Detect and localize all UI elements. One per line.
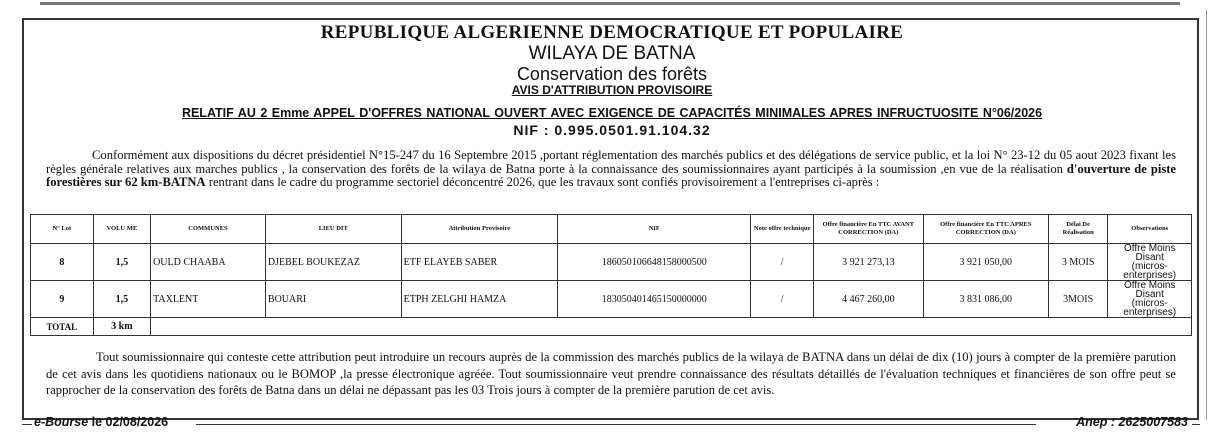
header-communes: COMMUNES xyxy=(151,215,266,244)
anep-number: Anep : 2625007583 xyxy=(1076,415,1188,429)
intro-paragraph xyxy=(46,149,1176,190)
footer-source xyxy=(34,415,168,429)
cell-volume: 1,5 xyxy=(93,281,150,318)
total-row xyxy=(31,318,1192,336)
nif-number: NIF : 0.995.0501.91.104.32 xyxy=(513,122,711,138)
cell-attribution: ETPH ZELGHI HAMZA xyxy=(401,281,558,318)
footer-rule-left xyxy=(22,424,32,425)
obs-line-1: Offre Moins Disant xyxy=(1123,280,1176,300)
header-attribution: Attribution Provisoire xyxy=(401,215,558,244)
total-label: TOTAL xyxy=(31,318,94,336)
cell-nif: 186050106648158000500 xyxy=(558,244,751,281)
cell-lot: 9 xyxy=(31,281,94,318)
intro-project: d'ouverture de piste forestières sur 62 km-BATNA xyxy=(46,161,1177,190)
cell-delay: 3MOIS xyxy=(1048,281,1108,318)
footer-rule-middle xyxy=(196,424,1036,425)
cell-lot: 8 xyxy=(31,244,94,281)
cell-nif: 183050401465150000000 xyxy=(558,281,751,318)
cell-offer-after: 3 831 086,00 xyxy=(923,281,1048,318)
header-offer-before: Offre financière En TTC AVANT CORRECTION (DA) xyxy=(814,215,924,244)
cell-offer-before: 4 467 260,00 xyxy=(814,281,924,318)
cell-note: / xyxy=(751,244,814,281)
attribution-table xyxy=(30,214,1192,336)
cell-lieu: DJEBEL BOUKEZAZ xyxy=(265,244,401,281)
obs-line-2: (micros-enterprises) xyxy=(1123,261,1177,281)
footer-rule-right xyxy=(1192,424,1200,425)
cell-offer-before: 3 921 273,13 xyxy=(814,244,924,281)
header-nif: NIF xyxy=(558,215,751,244)
obs-line-1: Offre Moins Disant xyxy=(1123,243,1176,263)
header-lieu: LIEU DIT xyxy=(265,215,401,244)
republic-title: REPUBLIQUE ALGERIENNE DEMOCRATIQUE ET POPULAIRE xyxy=(320,22,904,43)
cell-attribution: ETF ELAYEB SABER xyxy=(401,244,558,281)
header-offer-after: Offre financière En TTC APRES CORRECTION (DA) xyxy=(923,215,1048,244)
conservation-title: Conservation des forêts xyxy=(516,64,708,84)
cell-offer-after: 3 921 050,00 xyxy=(923,244,1048,281)
cell-commune: TAXLENT xyxy=(151,281,266,318)
header-delay: Délai De Réalisation xyxy=(1048,215,1108,244)
cell-commune: OULD CHAABA xyxy=(151,244,266,281)
cell-volume: 1,5 xyxy=(93,244,150,281)
top-border-line xyxy=(40,2,1180,5)
total-value: 3 km xyxy=(93,318,150,336)
table-row xyxy=(31,244,1192,281)
cell-observations xyxy=(1108,244,1192,281)
intro-text-2: rentrant dans le cadre du programme sectoriel déconcentré 2026, que les travaux sont confiés provisoirement a l'entreprises ci-après : xyxy=(205,175,880,190)
closing-paragraph: Tout soumissionnaire qui conteste cette attribution peut introduire un recours auprès de la commission des marchés publics de la wilaya de BATNA dans un délai de dix (10) jours à compter de la première parution de cet avis dans les quotidiens nationaux ou le BOMOP ,la presse électronique agréée. Tout soumissionnaire veut prendre connaissance des résultats détaillés de l'évaluation techniques et financières de son offre peut se rapprocher de la conservation des forêts de Batna dans un délai ne dépassant pas les 03 Trois jours à compter de la première parution de cet avis. xyxy=(46,350,1176,397)
cell-delay: 3 MOIS xyxy=(1048,244,1108,281)
table-header-row xyxy=(31,215,1192,244)
header-volume: VOLU ME xyxy=(93,215,150,244)
tender-reference: RELATIF AU 2 Emme APPEL D'OFFRES NATIONAL OUVERT AVEC EXIGENCE DE CAPACITÉS MINIMALES APRES INFRUCTUOSITE N°06/2026 xyxy=(181,106,1043,120)
header-observations: Observations xyxy=(1108,215,1192,244)
wilaya-title: WILAYA DE BATNA xyxy=(528,43,696,64)
header-lot: N° Lot xyxy=(31,215,94,244)
cell-lieu: BOUARI xyxy=(265,281,401,318)
publication-date: le 02/08/2026 xyxy=(88,415,169,429)
obs-line-2: (micros-enterprises) xyxy=(1123,298,1177,318)
total-empty-cell xyxy=(151,318,1192,336)
cell-observations xyxy=(1108,281,1192,318)
source-name: e-Bourse xyxy=(34,415,89,429)
cell-note: / xyxy=(751,281,814,318)
intro-text-1: Conformément aux dispositions du décret présidentiel N°15-247 du 16 Septembre 2015 ,portant réglementation des marchés publics et des délégations de service public, et la loi N° 23-12 du 05 aout 2023 fixant les règles générale relatives aux marches publics , la conservation des forêts de la wilaya de Batna porte à la connaissance des soumissionnaires ayant participés à la soumission ,en vue de la réalisation xyxy=(46,148,1176,176)
table-row xyxy=(31,281,1192,318)
header-note: Note offre technique xyxy=(751,215,814,244)
notice-title: AVIS D'ATTRIBUTION PROVISOIRE xyxy=(511,83,713,97)
